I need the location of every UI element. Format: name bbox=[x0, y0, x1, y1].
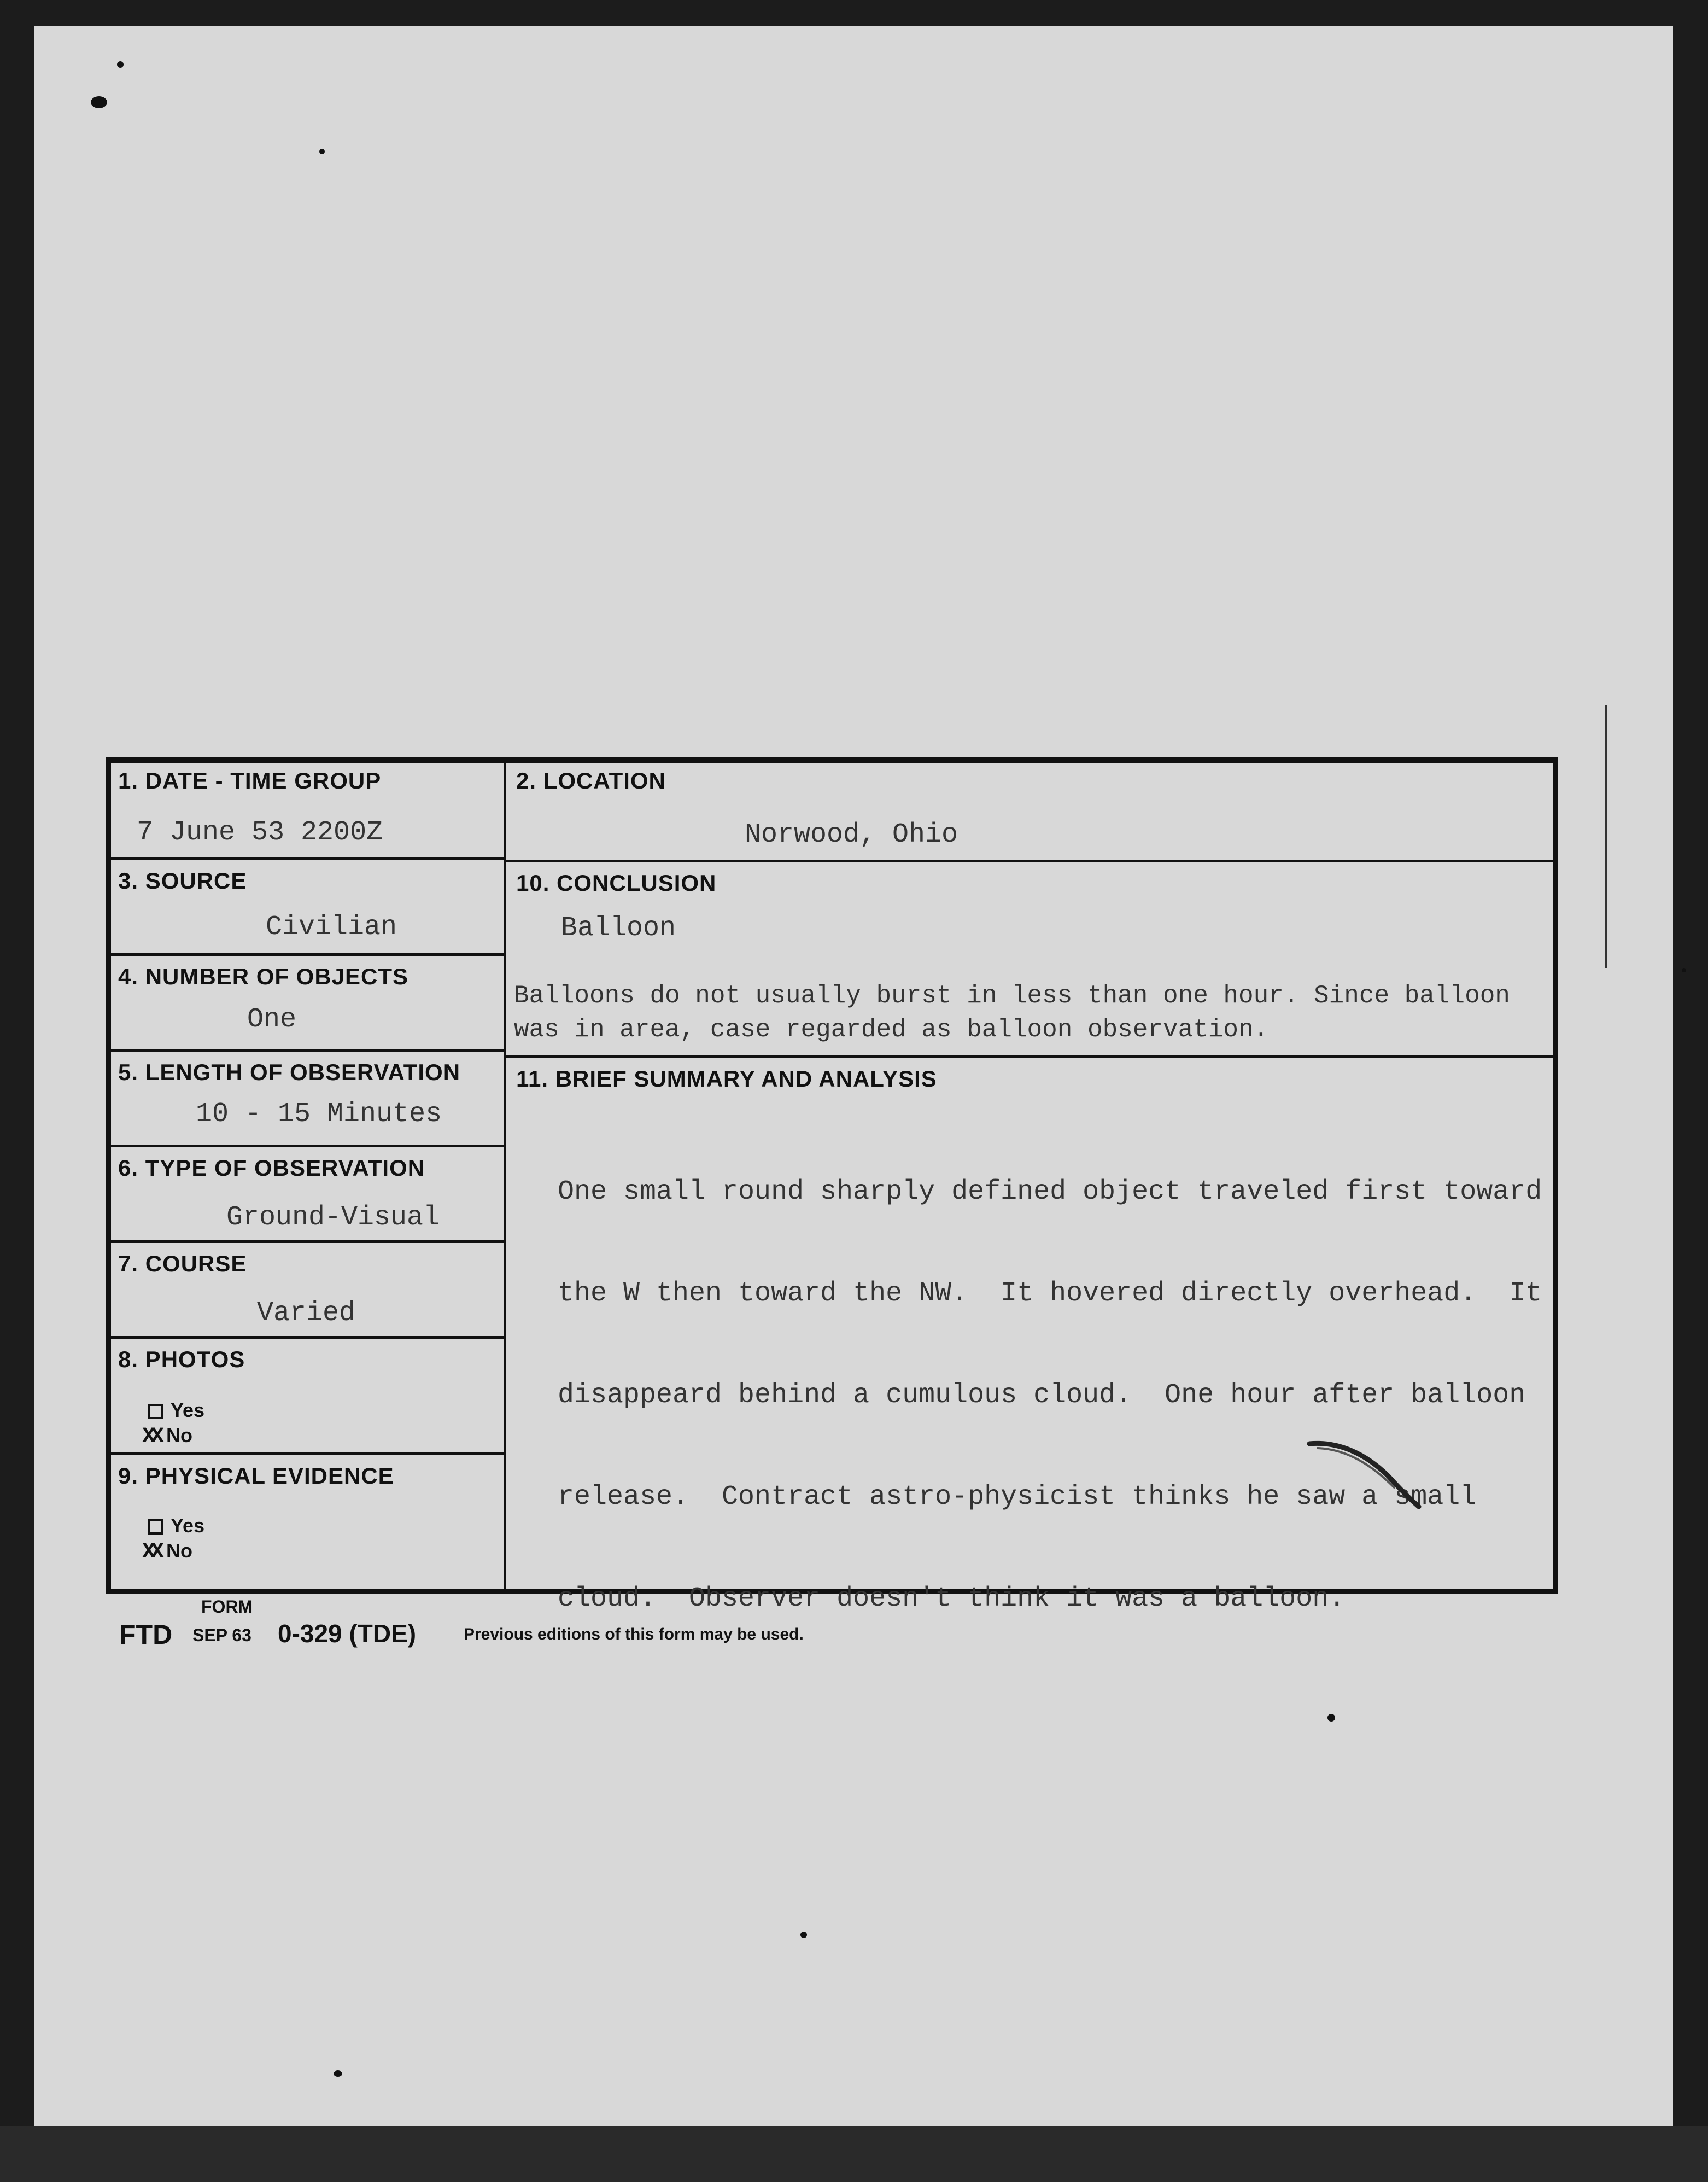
photos-cell bbox=[106, 1336, 506, 1455]
scan-speck bbox=[800, 1932, 807, 1938]
physical-evidence-label: 9. PHYSICAL EVIDENCE bbox=[118, 1463, 394, 1489]
summary-line: the W then toward the NW. It hovered directly overhead. It bbox=[558, 1278, 1542, 1309]
conclusion-label: 10. CONCLUSION bbox=[516, 870, 717, 896]
footer-form-number: 0-329 (TDE) bbox=[278, 1619, 417, 1648]
scan-speck bbox=[334, 2070, 342, 2077]
footer-ftd: FTD bbox=[119, 1619, 173, 1650]
number-of-objects-cell bbox=[106, 953, 506, 1052]
course-cell bbox=[106, 1240, 506, 1339]
physical-evidence-yes-option[interactable] bbox=[148, 1514, 204, 1537]
photos-no-label: No bbox=[166, 1424, 193, 1446]
type-of-observation-value: Ground-Visual bbox=[226, 1202, 440, 1233]
footer-note: Previous editions of this form may be used. bbox=[464, 1625, 804, 1643]
summary-line: One small round sharply defined object traveled first toward bbox=[558, 1176, 1542, 1207]
course-value: Varied bbox=[257, 1298, 356, 1329]
source-label: 3. SOURCE bbox=[118, 868, 247, 894]
scan-speck bbox=[91, 96, 107, 108]
footer-form-date: SEP 63 bbox=[192, 1625, 251, 1645]
location-value: Norwood, Ohio bbox=[745, 819, 958, 850]
number-of-objects-value: One bbox=[247, 1004, 297, 1035]
summary-text bbox=[558, 1107, 1542, 1684]
scan-speck bbox=[1682, 968, 1686, 972]
course-label: 7. COURSE bbox=[118, 1251, 247, 1276]
physical-evidence-yes-label: Yes bbox=[171, 1514, 205, 1537]
number-of-objects-label: 4. NUMBER OF OBJECTS bbox=[118, 964, 409, 989]
scan-speck bbox=[1605, 705, 1607, 968]
unchecked-box-icon bbox=[148, 1404, 163, 1419]
source-cell bbox=[106, 857, 506, 956]
pen-stroke-mark bbox=[1307, 1438, 1422, 1509]
location-cell bbox=[504, 757, 1558, 862]
date-time-group-label: 1. DATE - TIME GROUP bbox=[118, 768, 382, 794]
source-value: Civilian bbox=[266, 912, 397, 943]
photos-label: 8. PHOTOS bbox=[118, 1346, 245, 1372]
scan-speck bbox=[117, 61, 124, 68]
summary-cell bbox=[504, 1055, 1558, 1614]
summary-label: 11. BRIEF SUMMARY AND ANALYSIS bbox=[516, 1066, 937, 1092]
unchecked-box-icon bbox=[148, 1519, 163, 1535]
footer-form-label: FORM bbox=[201, 1597, 253, 1617]
length-of-observation-cell bbox=[106, 1049, 506, 1147]
conclusion-note-line-2: was in area, case regarded as balloon observation. bbox=[514, 1016, 1269, 1044]
physical-evidence-no-option[interactable] bbox=[142, 1539, 192, 1565]
x-mark-icon: XX bbox=[142, 1540, 160, 1565]
physical-evidence-no-label: No bbox=[166, 1539, 193, 1562]
photos-yes-option[interactable] bbox=[148, 1399, 204, 1422]
photos-no-option[interactable] bbox=[142, 1424, 192, 1449]
scan-speck bbox=[319, 149, 325, 154]
summary-line: release. Contract astro-physicist thinks he saw a small bbox=[558, 1481, 1477, 1513]
summary-line: cloud. Observer doesn't think it was a balloon. bbox=[558, 1583, 1346, 1614]
photos-yes-label: Yes bbox=[171, 1399, 205, 1421]
x-mark-icon: XX bbox=[142, 1425, 160, 1449]
type-of-observation-label: 6. TYPE OF OBSERVATION bbox=[118, 1155, 425, 1181]
length-of-observation-value: 10 - 15 Minutes bbox=[196, 1099, 442, 1130]
physical-evidence-cell bbox=[106, 1452, 506, 1591]
summary-line: disappeard behind a cumulous cloud. One hour after balloon bbox=[558, 1380, 1526, 1411]
conclusion-value: Balloon bbox=[561, 913, 676, 944]
conclusion-note-line-1: Balloons do not usually burst in less than one hour. Since balloon bbox=[514, 982, 1510, 1010]
scan-border bbox=[0, 2126, 1708, 2182]
scan-speck bbox=[1327, 1714, 1335, 1722]
conclusion-cell bbox=[504, 860, 1558, 1058]
date-time-group-value: 7 June 53 2200Z bbox=[137, 817, 383, 848]
type-of-observation-cell bbox=[106, 1145, 506, 1243]
length-of-observation-label: 5. LENGTH OF OBSERVATION bbox=[118, 1059, 461, 1085]
date-time-group-cell bbox=[106, 757, 506, 860]
location-label: 2. LOCATION bbox=[516, 768, 666, 794]
